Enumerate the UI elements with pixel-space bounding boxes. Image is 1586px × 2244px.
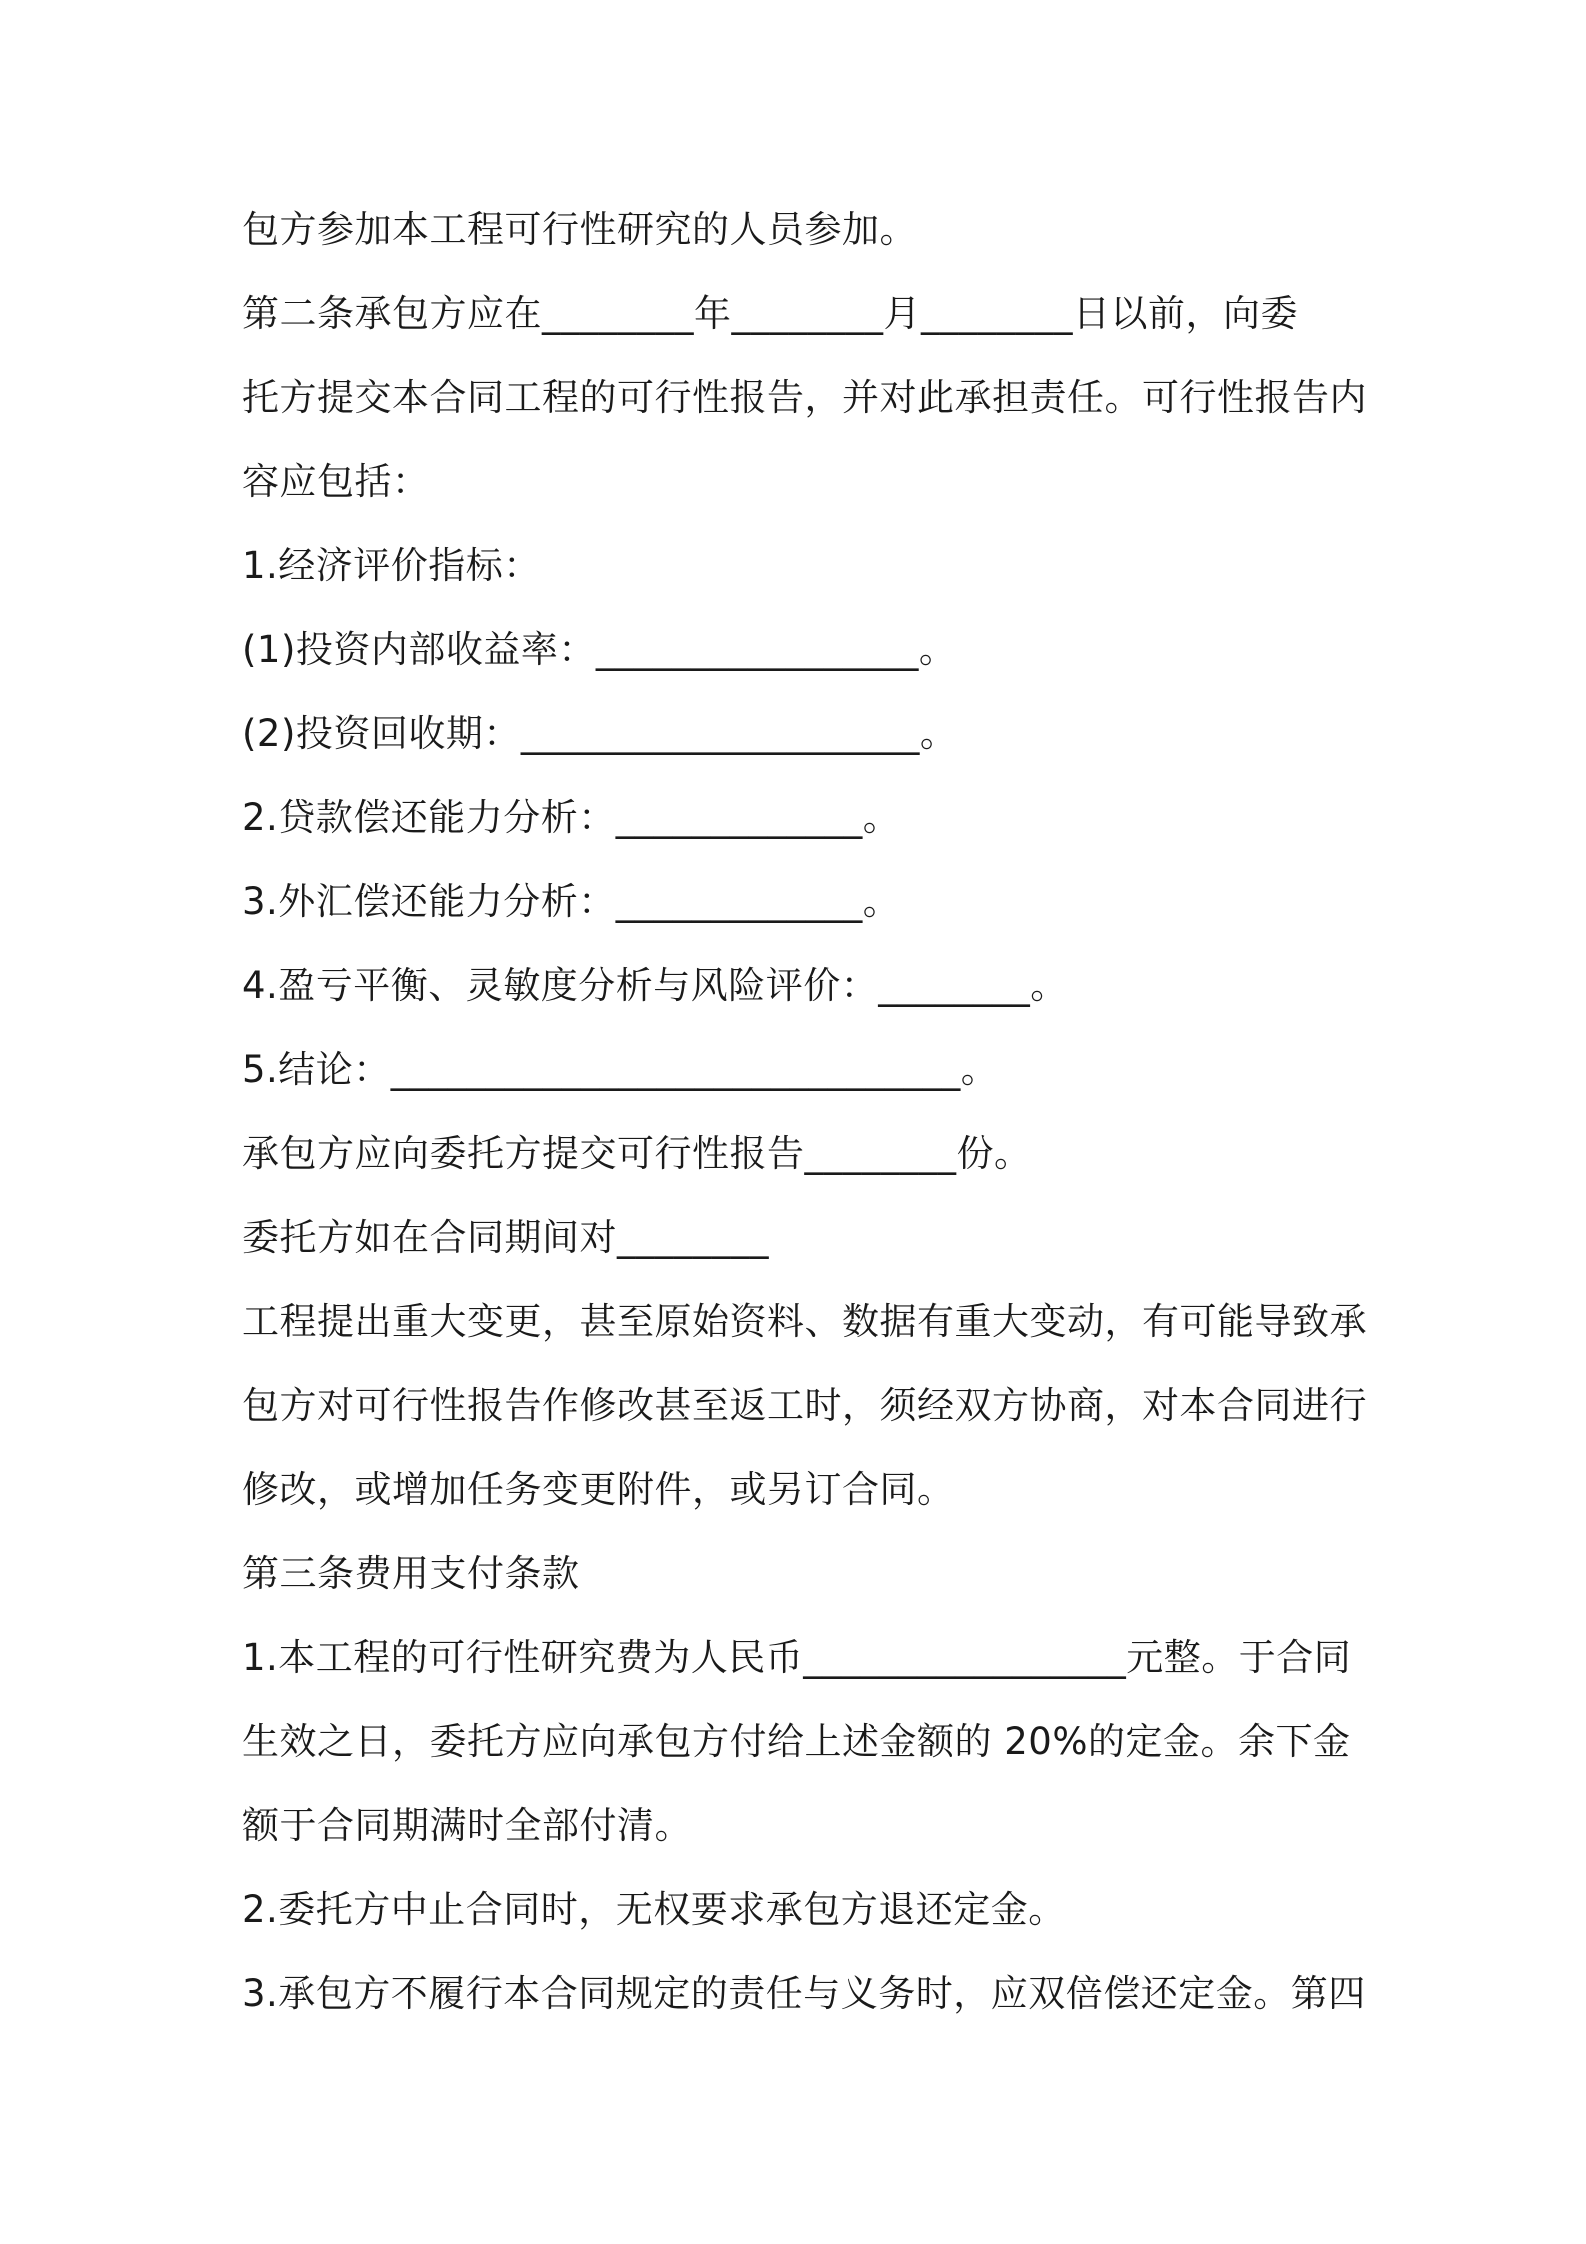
text-line: 第二条承包方应在________年________月________日以前，向委: [242, 292, 1298, 335]
text-line: 包方参加本工程可行性研究的人员参加。: [242, 208, 917, 251]
text-line: 2.贷款偿还能力分析：_____________。: [242, 796, 901, 839]
text-line: 额于合同期满时全部付清。: [242, 1804, 692, 1847]
text-line: 托方提交本合同工程的可行性报告，并对此承担责任。可行性报告内: [242, 376, 1367, 419]
text-line: 1.经济评价指标：: [242, 544, 541, 587]
text-line: 工程提出重大变更，甚至原始资料、数据有重大变动，有可能导致承: [242, 1300, 1367, 1343]
text-line: 承包方应向委托方提交可行性报告________份。: [242, 1132, 1032, 1175]
text-line: 5.结论：______________________________。: [242, 1048, 999, 1091]
text-line: 4.盈亏平衡、灵敏度分析与风险评价：________。: [242, 964, 1068, 1007]
text-line: 3.承包方不履行本合同规定的责任与义务时，应双倍偿还定金。第四: [242, 1972, 1366, 2015]
text-line: (2)投资回收期：_____________________。: [242, 712, 958, 755]
text-line: 包方对可行性报告作修改甚至返工时，须经双方协商，对本合同进行: [242, 1384, 1367, 1427]
text-line: 第三条费用支付条款: [242, 1552, 580, 1595]
text-line: 容应包括：: [242, 460, 430, 503]
text-line: 委托方如在合同期间对________: [242, 1216, 769, 1259]
text-line: 3.外汇偿还能力分析：_____________。: [242, 880, 901, 923]
text-line: 生效之日，委托方应向承包方付给上述金额的 20%的定金。余下金: [242, 1720, 1351, 1763]
text-line: 2.委托方中止合同时，无权要求承包方退还定金。: [242, 1888, 1066, 1931]
text-line: (1)投资内部收益率：_________________。: [242, 628, 957, 671]
text-line: 修改，或增加任务变更附件，或另订合同。: [242, 1468, 955, 1511]
text-line: 1.本工程的可行性研究费为人民币_________________元整。于合同: [242, 1636, 1352, 1679]
